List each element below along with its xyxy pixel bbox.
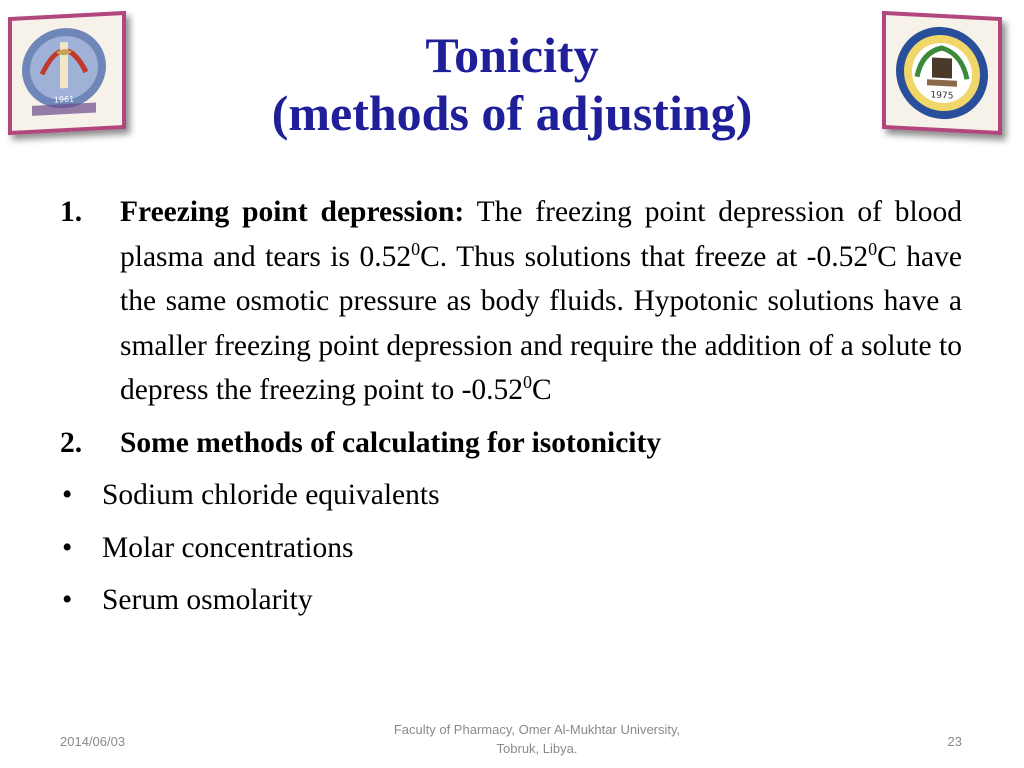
bullet-icon: • <box>62 479 73 511</box>
item-heading: Some methods of calculating for isotonicity <box>120 426 662 459</box>
footer-date: 2014/06/03 <box>60 734 126 749</box>
item-text: C <box>532 374 552 406</box>
slide-title <box>0 26 1024 142</box>
degree-sup: 0 <box>523 372 533 393</box>
bullet-text: Serum osmolarity <box>102 584 313 616</box>
item-text: C. Thus solutions that freeze at -0.52 <box>420 240 869 273</box>
slide-content <box>60 190 962 623</box>
bullet-item <box>60 578 962 623</box>
title-line-1: Tonicity <box>425 27 599 83</box>
bullet-text: Molar concentrations <box>102 531 354 564</box>
bullet-item <box>60 526 962 571</box>
bullet-item <box>60 473 962 518</box>
degree-sup: 0 <box>868 238 878 259</box>
item-number: 1. <box>60 196 83 228</box>
footer-institution <box>337 720 737 758</box>
title-line-2: (methods of adjusting) <box>271 85 753 141</box>
bullet-icon: • <box>62 584 73 616</box>
item-body <box>120 190 962 413</box>
item-text: C have the same osmotic pressure as body fluids. Hypotonic solutions have a smaller freezing point depression and require the addition of a solute to depress the freezing point to -0.52 <box>120 240 962 406</box>
degree-sup: 0 <box>411 238 421 259</box>
numbered-item-2 <box>60 421 962 466</box>
page-number: 23 <box>947 734 962 749</box>
bullet-icon: • <box>62 531 73 564</box>
numbered-item-1 <box>60 190 962 413</box>
item-body <box>120 421 962 466</box>
svg-text:1961: 1961 <box>53 94 75 105</box>
item-number: 2. <box>60 426 83 459</box>
svg-text:1975: 1975 <box>930 90 954 102</box>
footer-institution-line-1: Faculty of Pharmacy, Omer Al-Mukhtar University, <box>393 722 681 737</box>
bullet-text: Sodium chloride equivalents <box>102 479 440 511</box>
item-heading: Freezing point depression: <box>120 196 465 228</box>
footer-institution-line-2: Tobruk, Libya. <box>496 741 578 756</box>
item-text: The freezing point depression of blood plasma and tears is 0.52 <box>120 196 962 273</box>
slide-footer <box>0 708 1024 768</box>
